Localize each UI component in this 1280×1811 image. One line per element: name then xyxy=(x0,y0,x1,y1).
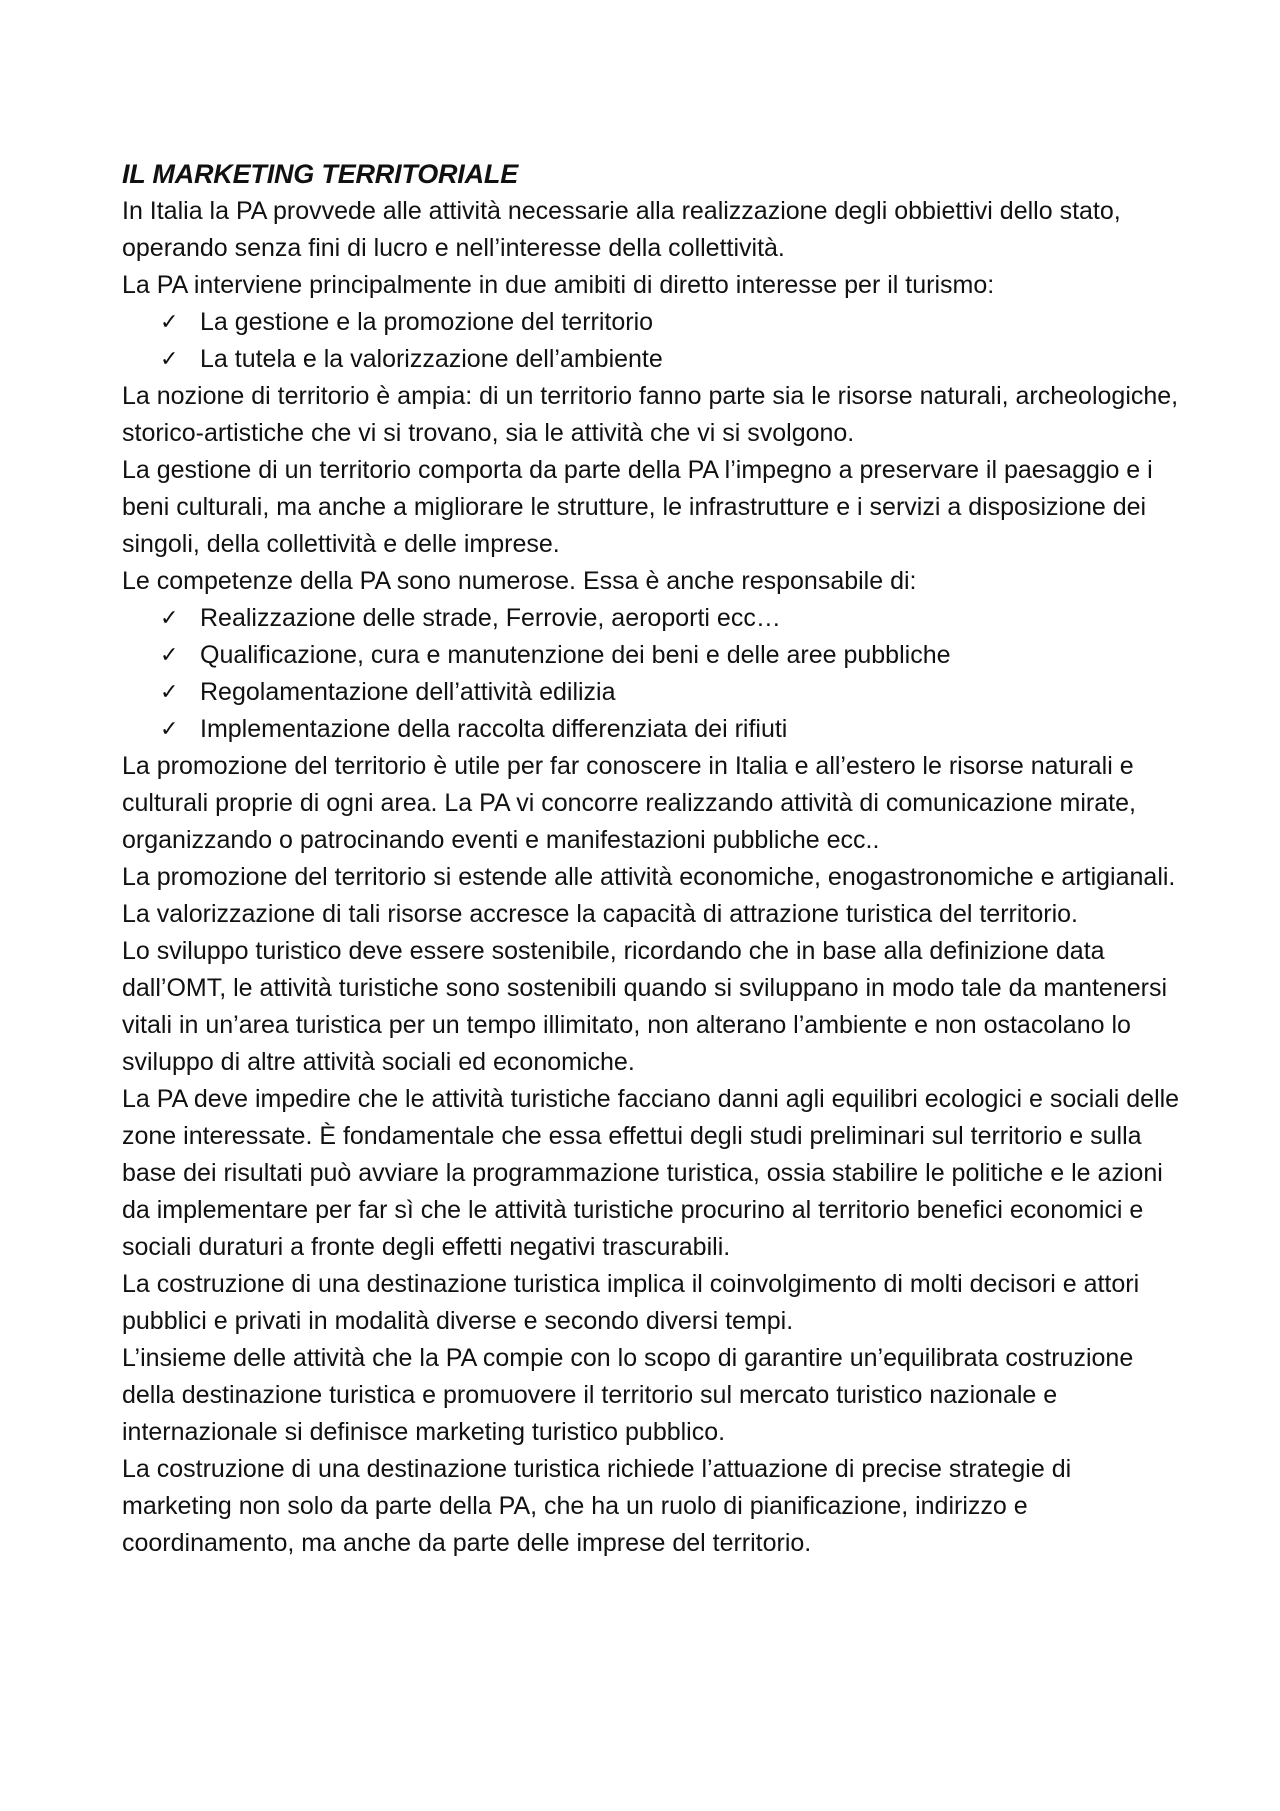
paragraph-sviluppo-sostenibile: Lo sviluppo turistico deve essere sostenibile, ricordando che in base alla definizione data dall’OMT, le attività turistiche sono sostenibili quando si sviluppano in modo tale da mantenersi vitali in un’area turistica per un tempo illimitato, non alterano l’ambiente e non ostacolano lo sviluppo di altre attività sociali ed economiche. xyxy=(122,937,1168,1076)
list-competenze xyxy=(122,600,1182,748)
document-page xyxy=(122,156,1182,1562)
paragraph-competenze: Le competenze della PA sono numerose. Essa è anche responsabile di: xyxy=(122,567,917,595)
list-item xyxy=(160,304,1182,341)
checkmark-icon: ✓ xyxy=(160,310,179,335)
paragraph-ambiti: La PA interviene principalmente in due amibiti di diretto interesse per il turismo: xyxy=(122,271,995,299)
checkmark-icon: ✓ xyxy=(160,347,179,372)
paragraph-promozione-attivita: La promozione del territorio si estende alle attività economiche, enogastronomiche e artigianali. La valorizzazione di tali risorse accresce la capacità di attrazione turistica del territorio. xyxy=(122,863,1176,928)
paragraph-strategie: La costruzione di una destinazione turistica richiede l’attuazione di precise strategie di marketing non solo da parte della PA, che ha un ruolo di pianificazione, indirizzo e coordinamento, ma anche da parte delle imprese del territorio. xyxy=(122,1455,1072,1557)
list-item-text: Realizzazione delle strade, Ferrovie, aeroporti ecc… xyxy=(200,604,781,632)
paragraph-nozione-territorio: La nozione di territorio è ampia: di un territorio fanno parte sia le risorse naturali, archeologiche, storico-artistiche che vi si trovano, sia le attività che vi si svolgono. xyxy=(122,382,1179,447)
paragraph-marketing-pubblico: L’insieme delle attività che la PA compie con lo scopo di garantire un’equilibrata costruzione della destinazione turistica e promuovere il territorio sul mercato turistico nazionale e internazionale si definisce marketing turistico pubblico. xyxy=(122,1344,1134,1446)
list-item xyxy=(160,637,1182,674)
paragraph-programmazione: La PA deve impedire che le attività turistiche facciano danni agli equilibri ecologici e sociali delle zone interessate. È fondamentale che essa effettui degli studi preliminari sul territorio e sulla base dei risultati può avviare la programmazione turistica, ossia stabilire le politiche e le azioni da implementare per far sì che le attività turistiche procurino al territorio benefici economici e sociali duraturi a fronte degli effetti negativi trascurabili. xyxy=(122,1085,1180,1261)
list-item-text: Regolamentazione dell’attività edilizia xyxy=(200,678,616,706)
paragraph-intro: In Italia la PA provvede alle attività necessarie alla realizzazione degli obbiettivi dello stato, operando senza fini di lucro e nell’interesse della collettività. xyxy=(122,197,1121,262)
list-item xyxy=(160,341,1182,378)
paragraph-promozione: La promozione del territorio è utile per far conoscere in Italia e all’estero le risorse naturali e culturali proprie di ogni area. La PA vi concorre realizzando attività di comunicazione mirate, organizzando o patrocinando eventi e manifestazioni pubbliche ecc.. xyxy=(122,752,1136,854)
list-item-text: La gestione e la promozione del territorio xyxy=(200,308,654,336)
paragraph-destinazione: La costruzione di una destinazione turistica implica il coinvolgimento di molti decisori e attori pubblici e privati in modalità diverse e secondo diversi tempi. xyxy=(122,1270,1140,1335)
checkmark-icon: ✓ xyxy=(160,680,179,705)
list-item-text: Implementazione della raccolta differenziata dei rifiuti xyxy=(200,715,788,743)
list-item xyxy=(160,600,1182,637)
list-ambiti xyxy=(122,304,1182,378)
checkmark-icon: ✓ xyxy=(160,717,179,742)
paragraph-gestione-territorio: La gestione di un territorio comporta da parte della PA l’impegno a preservare il paesaggio e i beni culturali, ma anche a migliorare le strutture, le infrastrutture e i servizi a disposizione dei singoli, della collettività e delle imprese. xyxy=(122,456,1153,558)
list-item-text: La tutela e la valorizzazione dell’ambiente xyxy=(200,345,663,373)
checkmark-icon: ✓ xyxy=(160,643,179,668)
list-item-text: Qualificazione, cura e manutenzione dei beni e delle aree pubbliche xyxy=(200,641,951,669)
checkmark-icon: ✓ xyxy=(160,606,179,631)
list-item xyxy=(160,711,1182,748)
document-title: IL MARKETING TERRITORIALE xyxy=(122,159,519,189)
list-item xyxy=(160,674,1182,711)
